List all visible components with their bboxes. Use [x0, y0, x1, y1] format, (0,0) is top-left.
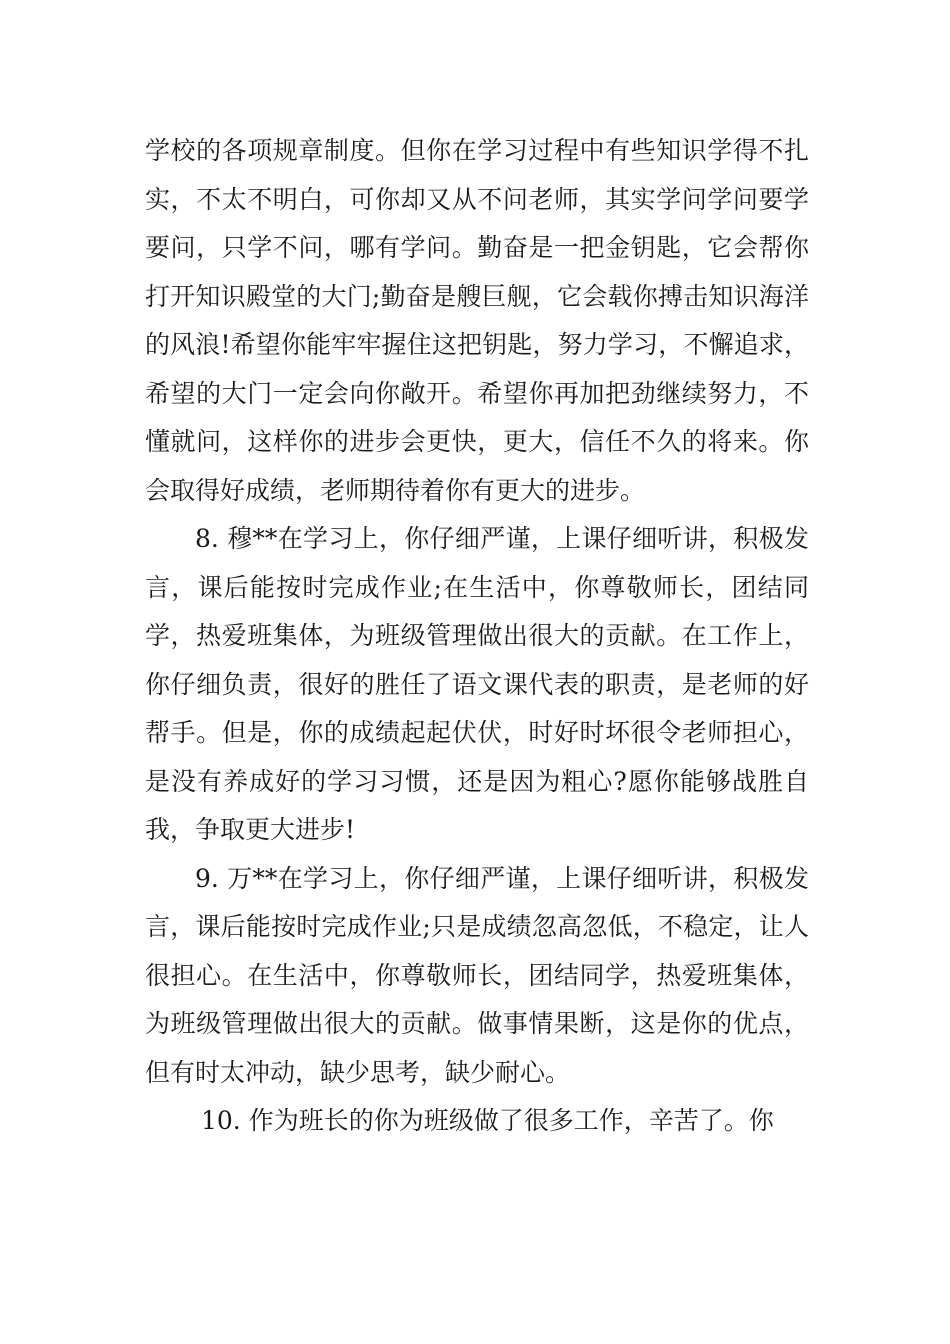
paragraph-comment-9: 9. 万**在学习上，你仔细严谨，上课仔细听讲，积极发言，课后能按时完成作业;只是成绩忽高忽低，不稳定，让人很担心。在生活中，你尊敬师长，团结同学，热爱班集体，为班级管理做出很大的贡献。做事情果断，这是你的优点，但有时太冲动，缺少思考，缺少耐心。 — [145, 863, 809, 1087]
document-body — [145, 127, 809, 1146]
paragraph-continuation: 学校的各项规章制度。但你在学习过程中有些知识学得不扎实，不太不明白，可你却又从不问老师，其实学问学问要学要问，只学不问，哪有学问。勤奋是一把金钥匙，它会帮你打开知识殿堂的大门;勤奋是艘巨舰，它会载你搏击知识海洋的风浪!希望你能牢牢握住这把钥匙，努力学习，不懈追求，希望的大门一定会向你敞开。希望你再加把劲继续努力，不懂就问，这样你的进步会更快，更大，信任不久的将来。你会取得好成绩，老师期待着你有更大的进步。 — [145, 136, 809, 505]
paragraph-comment-10: 10. 作为班长的你为班级做了很多工作，辛苦了。你 — [201, 1106, 774, 1135]
paragraph-comment-8: 8. 穆**在学习上，你仔细严谨，上课仔细听讲，积极发言，课后能按时完成作业;在生活中，你尊敬师长，团结同学，热爱班集体，为班级管理做出很大的贡献。在工作上，你仔细负责，很好的胜任了语文课代表的职责，是老师的好帮手。但是，你的成绩起起伏伏，时好时坏很令老师担心，是没有养成好的学习习惯，还是因为粗心?愿你能够战胜自我，争取更大进步! — [145, 524, 809, 844]
